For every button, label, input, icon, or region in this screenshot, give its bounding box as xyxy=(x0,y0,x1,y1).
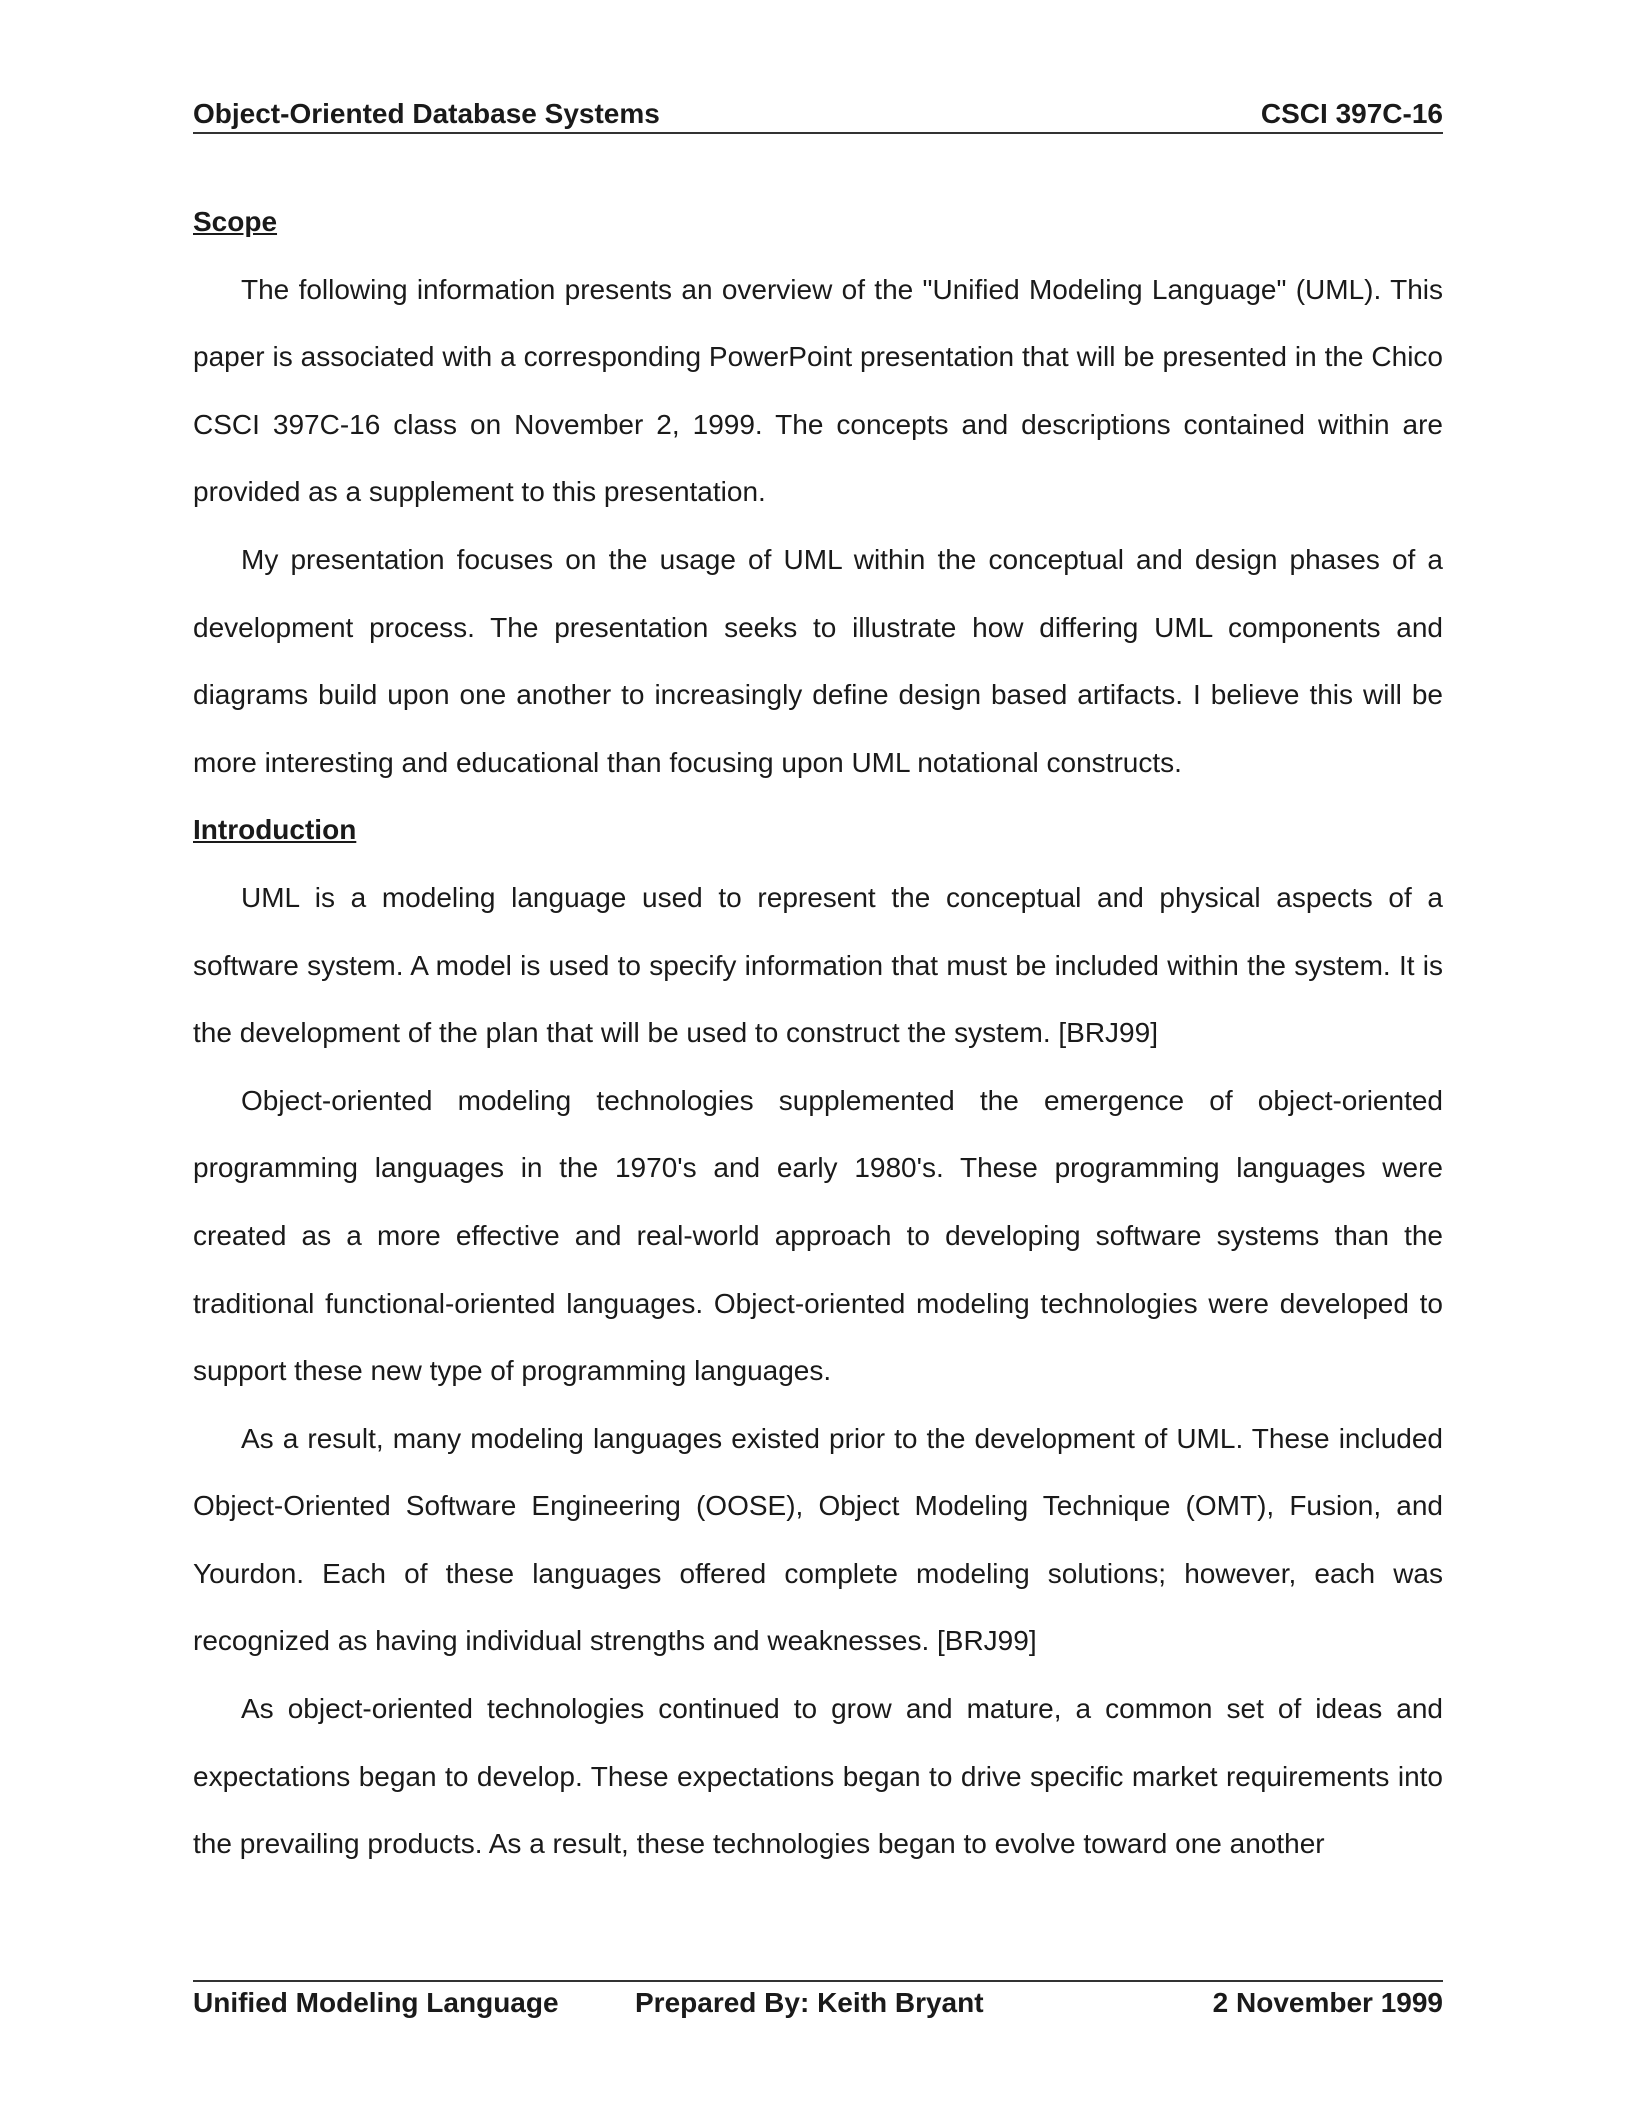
paragraph: As a result, many modeling languages existed prior to the development of UML. These included Object-Oriented Software Engineering (OOSE), Object Modeling Technique (OMT), Fusion, and Yourdon. Each of these languages offered complete modeling solutions; however, each was recognized as having individual strengths and weaknesses. [BRJ99] xyxy=(193,1422,1443,1657)
paragraph: Object-oriented modeling technologies supplemented the emergence of object-oriented programming languages in the 1970's and early 1980's. These programming languages were created as a more effective and real-world approach to developing software systems than the traditional functional-oriented languages. Object-oriented modeling technologies were developed to support these new type of programming languages. xyxy=(193,1084,1443,1387)
footer-document-title: Unified Modeling Language xyxy=(193,1987,559,2018)
paragraph: UML is a modeling language used to represent the conceptual and physical aspects of a software system. A model is used to specify information that must be included within the system. It is the development of the plan that will be used to construct the system. [BRJ99] xyxy=(193,881,1443,1049)
header-course-title: Object-Oriented Database Systems xyxy=(193,98,660,129)
footer-author: Prepared By: Keith Bryant xyxy=(635,1987,984,2018)
footer-date: 2 November 1999 xyxy=(1212,1987,1443,2018)
page-header xyxy=(193,96,1443,134)
page-footer xyxy=(193,1980,1443,2020)
section-title-scope: Scope xyxy=(193,206,278,237)
paragraph: The following information presents an overview of the "Unified Modeling Language" (UML). This paper is associated with a corresponding PowerPoint presentation that will be presented in the Chico CSCI 397C-16 class on November 2, 1999. The concepts and descriptions contained within are provided as a supplement to this presentation. xyxy=(193,273,1443,508)
section-title-introduction: Introduction xyxy=(193,814,357,846)
paragraph: As object-oriented technologies continued to grow and mature, a common set of ideas and expectations began to develop. These expectations began to drive specific market requirements into the prevailing products. As a result, these technologies began to evolve toward one another xyxy=(193,1693,1443,1860)
document-body xyxy=(193,188,1443,1878)
paragraph: My presentation focuses on the usage of UML within the conceptual and design phases of a development process. The presentation seeks to illustrate how differing UML components and diagrams build upon one another to increasingly define design based artifacts. I believe this will be more interesting and educational than focusing upon UML notational constructs. xyxy=(193,543,1443,778)
header-course-number: CSCI 397C-16 xyxy=(1260,98,1443,129)
